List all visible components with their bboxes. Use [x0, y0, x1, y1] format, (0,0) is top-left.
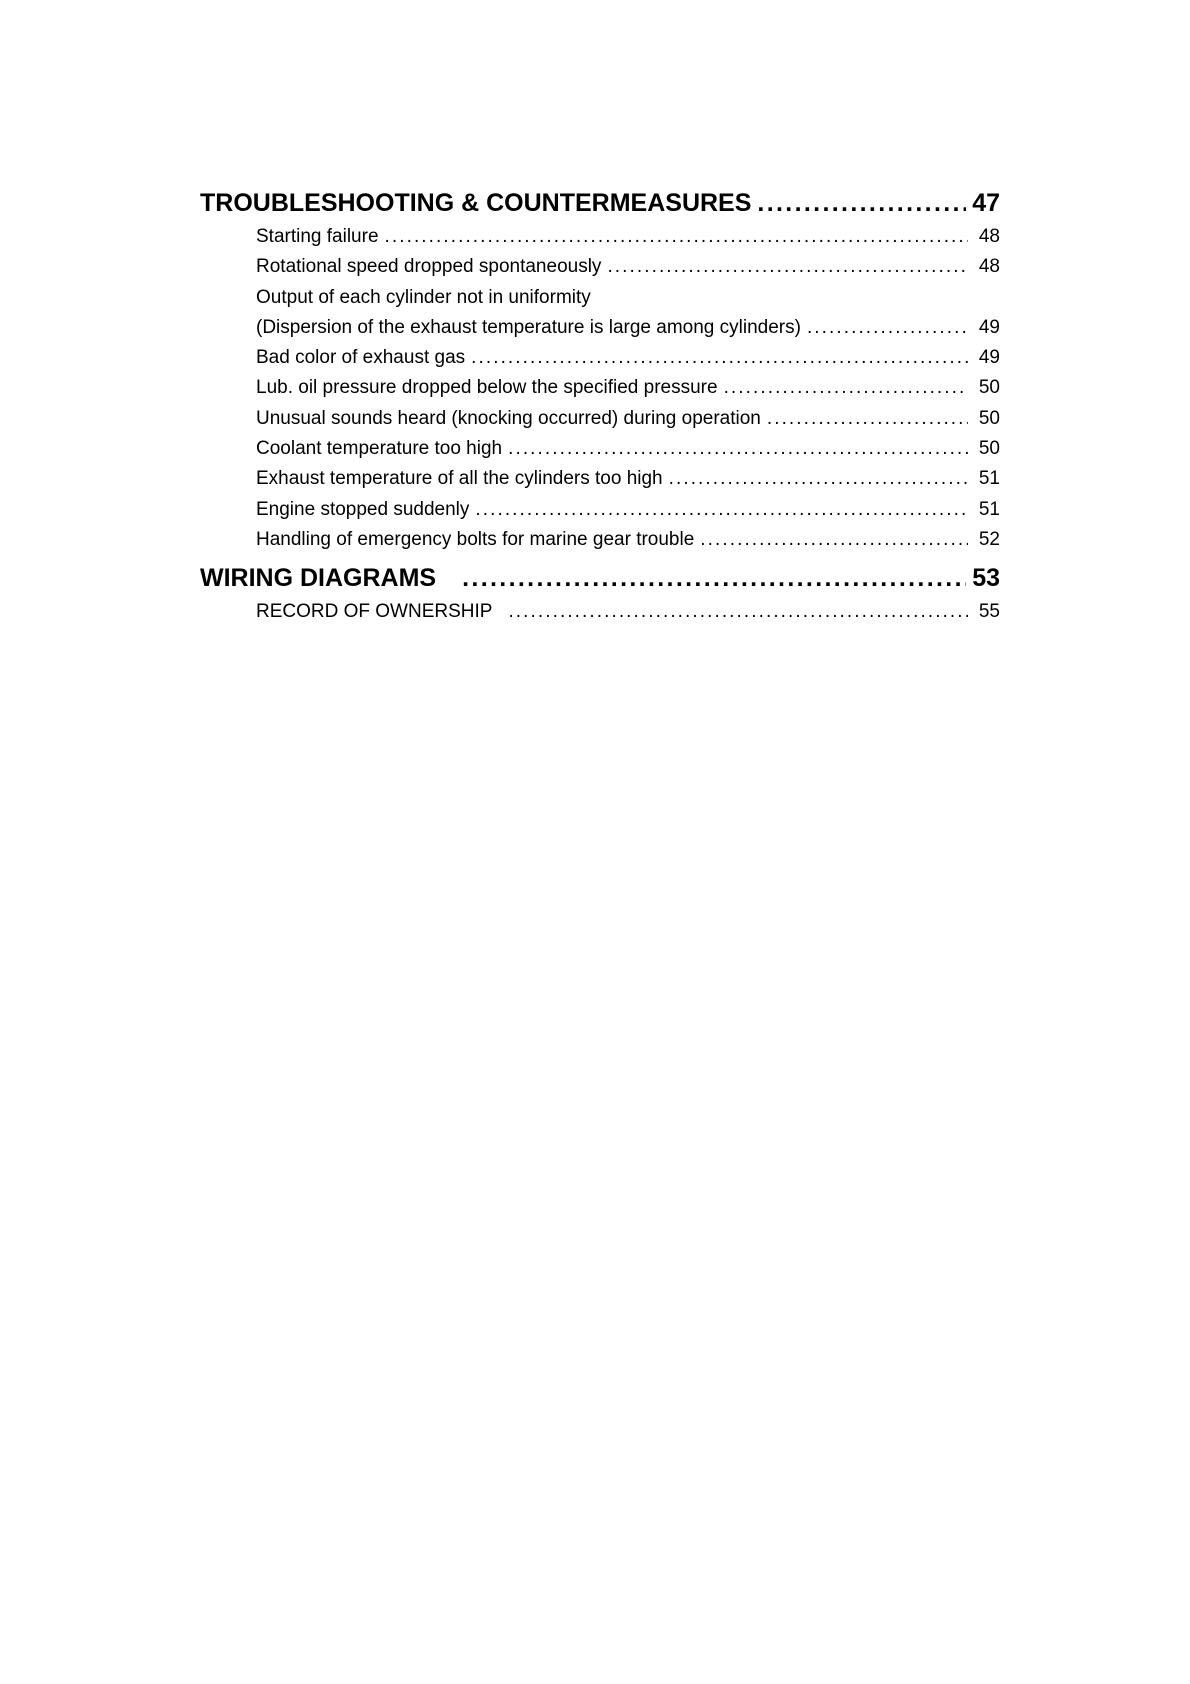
toc-entry-title: Output of each cylinder not in uniformity	[256, 286, 591, 308]
toc-entry-engine-stopped[interactable]	[200, 495, 1000, 525]
dot-leader	[385, 222, 968, 252]
toc-entry-title: Bad color of exhaust gas	[256, 347, 466, 369]
toc-page-number: 48	[978, 256, 1000, 278]
toc-entry-coolant-temperature[interactable]	[200, 434, 1000, 464]
toc-entry-title: Lub. oil pressure dropped below the specified pressure	[256, 377, 718, 399]
dot-leader	[807, 313, 968, 343]
toc-entry-title: Unusual sounds heard (knocking occurred) during operation	[256, 407, 761, 429]
toc-section-troubleshooting[interactable]	[200, 184, 1000, 222]
toc-entry-title: Exhaust temperature of all the cylinders too high	[256, 468, 663, 490]
toc-page-number: 49	[978, 347, 1000, 369]
dot-leader	[475, 495, 968, 525]
toc-entry-record-of-ownership[interactable]	[200, 597, 1000, 627]
toc-page-number: 51	[978, 498, 1000, 520]
toc-page-number: 51	[978, 468, 1000, 490]
toc-page-number: 47	[972, 189, 1000, 217]
toc-entry-starting-failure[interactable]	[200, 222, 1000, 252]
toc-entry-unusual-sounds[interactable]	[200, 404, 1000, 434]
dot-leader	[607, 252, 968, 282]
toc-entry-title: Starting failure	[256, 226, 379, 247]
toc-entry-output-cylinder[interactable]	[200, 283, 1000, 313]
dot-leader	[767, 404, 968, 434]
table-of-contents	[200, 184, 1000, 628]
toc-page-number: 53	[972, 564, 1000, 593]
toc-entry-title: Rotational speed dropped spontaneously	[256, 256, 602, 278]
toc-entry-rotational-speed[interactable]	[200, 252, 1000, 282]
toc-entry-dispersion-exhaust[interactable]	[200, 313, 1000, 343]
toc-section-title: WIRING DIAGRAMS	[200, 564, 437, 593]
dot-leader	[669, 464, 968, 494]
toc-entry-title: (Dispersion of the exhaust temperature is large among cylinders)	[256, 316, 801, 338]
dot-leader	[508, 597, 968, 627]
toc-entry-bad-color-exhaust[interactable]	[200, 343, 1000, 373]
toc-page-number: 50	[978, 377, 1000, 399]
toc-section-wiring-diagrams[interactable]	[200, 559, 1000, 597]
toc-page-number: 49	[978, 316, 1000, 338]
dot-leader	[724, 373, 968, 403]
toc-entry-emergency-bolts[interactable]	[200, 525, 1000, 555]
toc-page-number: 50	[978, 438, 1000, 460]
dot-leader	[508, 434, 968, 464]
toc-page-number: 55	[978, 601, 1000, 623]
toc-page-number: 48	[978, 226, 1000, 247]
toc-entry-lub-oil-pressure[interactable]	[200, 373, 1000, 403]
toc-section-title: TROUBLESHOOTING & COUNTERMEASURES	[200, 189, 752, 217]
toc-page-number: 50	[978, 407, 1000, 429]
dot-leader	[700, 525, 968, 555]
toc-entry-exhaust-temperature[interactable]	[200, 464, 1000, 494]
dot-leader	[757, 184, 966, 222]
toc-entry-title: Handling of emergency bolts for marine gear trouble	[256, 528, 695, 550]
toc-page-number: 52	[978, 528, 1000, 550]
toc-entry-title: Engine stopped suddenly	[256, 498, 470, 520]
dot-leader	[462, 559, 966, 597]
dot-leader	[471, 343, 968, 373]
toc-entry-title: Coolant temperature too high	[256, 438, 503, 460]
toc-entry-title: RECORD OF OWNERSHIP	[256, 601, 493, 623]
